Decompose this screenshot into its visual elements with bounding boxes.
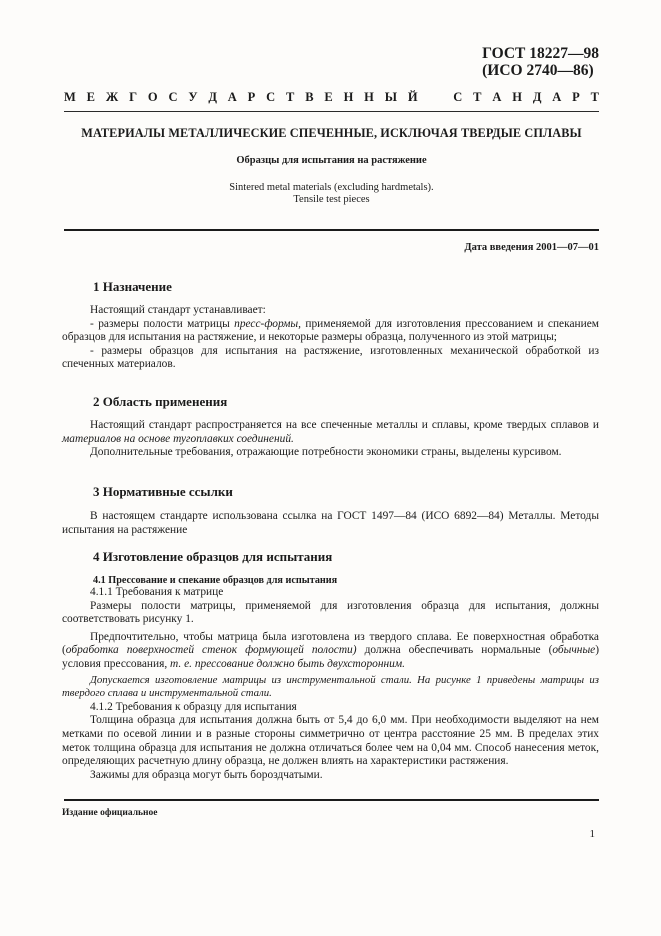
footer-rule (64, 799, 599, 801)
italic-run: пресс-формы, (234, 317, 301, 330)
paragraph (62, 631, 599, 672)
text-run: - размеры полости матрицы (90, 317, 235, 330)
banner-letter: Д (208, 90, 217, 104)
english-title-line: Sintered metal materials (excluding hardmetals). (229, 182, 434, 193)
banner-letter: Е (324, 90, 333, 104)
banner-letter: Т (590, 90, 599, 104)
section-3-body (62, 510, 599, 537)
clause-heading: 4.1.1 Требования к матрице (90, 586, 224, 598)
banner-letter: Ы (384, 90, 398, 104)
clause-heading: 4.1.2 Требования к образцу для испытания (90, 700, 297, 713)
banner-letter: Е (86, 90, 95, 104)
paragraph (62, 419, 599, 446)
text-run: Настоящий стандарт распространяется на все спеченные металлы и сплавы, кроме твердых сплавов и (90, 419, 599, 431)
banner-letter: С (453, 90, 463, 104)
text-run: ) условия прессования, (62, 644, 600, 670)
banner-letter: Р (572, 90, 580, 104)
banner-letter: Й (407, 90, 418, 104)
italic-run: обработка поверхностей стенок формующей полости) (65, 644, 357, 657)
section-1-body (62, 304, 599, 372)
italic-run: обычные (552, 644, 596, 657)
banner-letter: Т (286, 90, 295, 104)
banner-letter: А (552, 90, 562, 104)
paragraph: В настоящем стандарте использована ссылка на ГОСТ 1497—84 (ИСО 6892—84) Металлы. Методы испытания на растяжение (62, 510, 599, 536)
text-run: должна обеспечивать нормальные ( (356, 644, 553, 657)
banner-letter: А (492, 90, 502, 104)
banner-letter: С (168, 90, 178, 104)
italic-run: материалов на основе тугоплавких соединений. (62, 432, 294, 445)
banner-letter: Р (247, 90, 256, 104)
section-2-heading: 2 Область применения (93, 394, 228, 409)
banner-letter: У (188, 90, 198, 104)
text-run: Предпочтительно, чтобы матрица была изготовлена из твердого сплава. Ее поверхностная обработка ( (62, 630, 599, 657)
official-edition: Издание официальное (62, 808, 158, 818)
text-run: применяемой для изготовления прессованием и спеканием образцов для испытания на растяжение, и некоторые размеры образца, полученного из этой матрицы; (62, 317, 599, 344)
paragraph: Дополнительные требования, отражающие потребности экономики страны, выделены курсивом. (90, 446, 562, 459)
paragraph: Допускается изготовление матрицы из инструментальной стали. На рисунке 1 приведены матрицы из твердого сплава и инструментальной стали. (62, 673, 599, 700)
italic-run: т. е. прессование должно быть двухсторонним. (170, 657, 405, 670)
standard-number-iso: (ИСО 2740—86) (482, 62, 594, 79)
section-3-heading: 3 Нормативные ссылки (93, 484, 233, 499)
interstate-standard-banner (64, 90, 599, 105)
subsection-4-1-heading: 4.1 Прессование и спекание образцов для испытания (93, 575, 338, 586)
paragraph: Размеры полости матрицы, применяемой для изготовления образца для испытания, должны соответствовать рисунку 1. (62, 599, 599, 626)
english-title-line: Tensile test pieces (293, 194, 370, 205)
section-2-body (62, 419, 599, 460)
section-4-body (62, 586, 599, 782)
document-title: МАТЕРИАЛЫ МЕТАЛЛИЧЕСКИЕ СПЕЧЕННЫЕ, ИСКЛЮЧАЯ ТВЕРДЫЕ СПЛАВЫ (81, 126, 582, 140)
title-rule (64, 229, 599, 231)
standard-number-gost: ГОСТ 18227—98 (482, 45, 599, 62)
banner-letter: С (266, 90, 276, 104)
paragraph (62, 318, 599, 345)
banner-letter: Ж (105, 90, 119, 104)
standard-number (482, 45, 599, 79)
banner-gap (428, 90, 442, 105)
banner-letter: Т (473, 90, 482, 104)
paragraph: Зажимы для образца могут быть бороздчатыми. (90, 768, 323, 781)
banner-letter: Г (129, 90, 138, 104)
paragraph: Толщина образца для испытания должна быть от 5,4 до 6,0 мм. При необходимости выделяют на нем метками по осевой линии и в разные стороны симметрично от центра расстояние 25 мм. В пределах этих меток толщина образца для испытания не должна отличаться более чем на 0,04 мм. Способ нанесения меток, определяющих расчетную длину образца, не должен влиять на характеристики растяжения. (62, 714, 599, 768)
banner-letter: В (305, 90, 314, 104)
banner-letter: О (147, 90, 158, 104)
banner-letter: А (227, 90, 237, 104)
paragraph: - размеры образцов для испытания на растяжение, изготовленных механической обработкой из спеченных материалов. (62, 344, 599, 371)
paragraph: Настоящий стандарт устанавливает: (90, 304, 266, 316)
header-rule (64, 111, 599, 112)
section-1-heading: 1 Назначение (93, 279, 172, 294)
english-title (64, 182, 599, 206)
page-number: 1 (589, 828, 595, 840)
section-4-heading: 4 Изготовление образцов для испытания (93, 549, 333, 564)
banner-letter: Н (512, 90, 522, 104)
intro-date: Дата введения 2001—07—01 (464, 242, 599, 253)
banner-letter: Н (364, 90, 374, 104)
banner-letter: Д (532, 90, 542, 104)
banner-letter: Н (343, 90, 354, 104)
document-subtitle: Образцы для испытания на растяжение (236, 155, 427, 166)
banner-letter: М (64, 90, 76, 104)
